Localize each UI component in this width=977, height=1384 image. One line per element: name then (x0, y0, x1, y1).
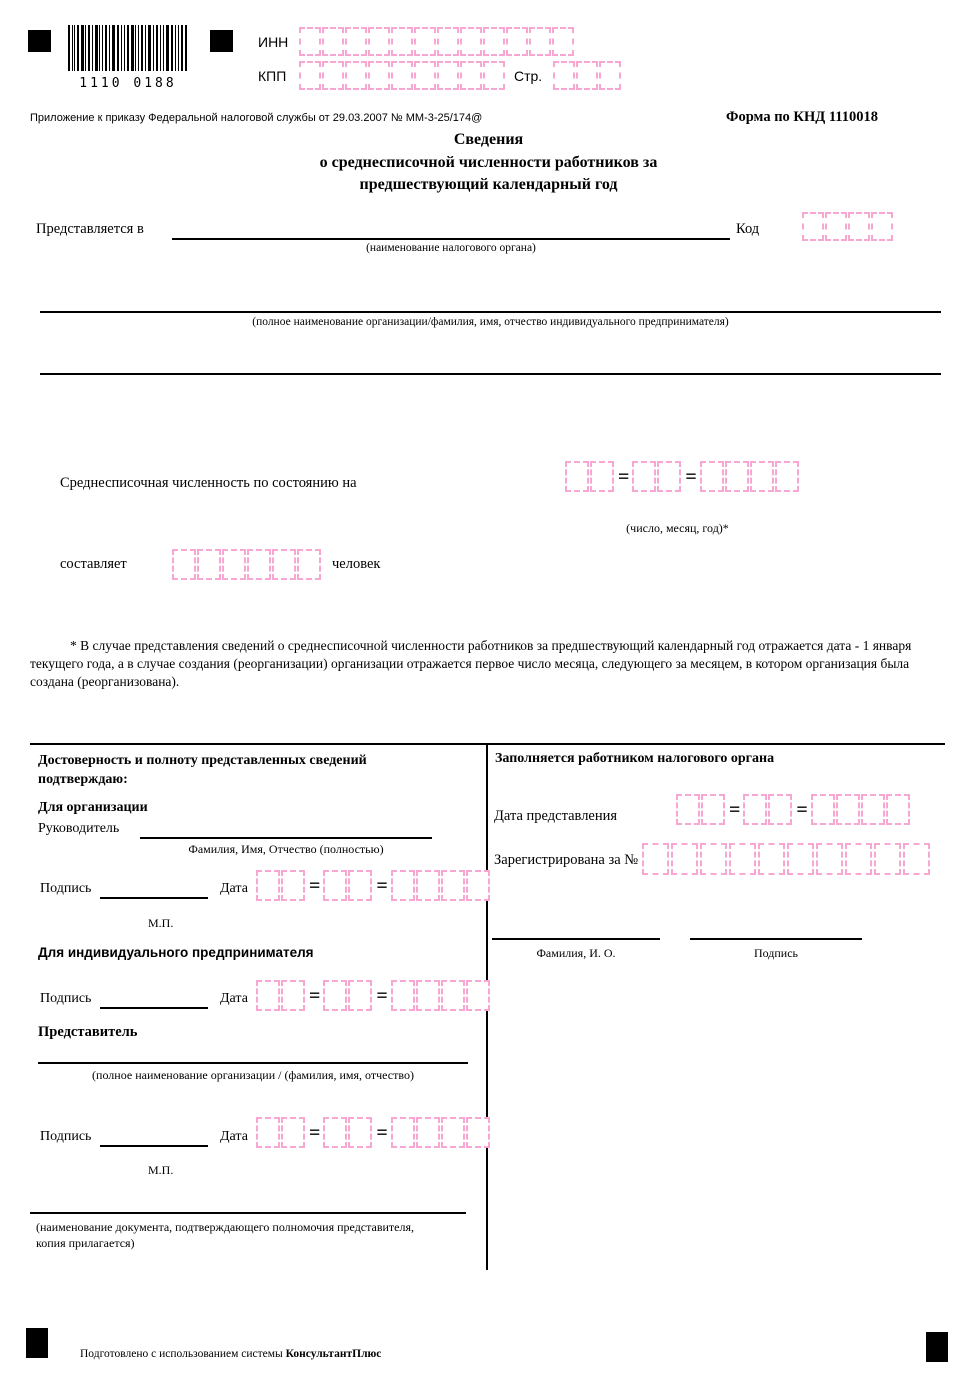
form-cell[interactable] (816, 843, 843, 875)
form-cell[interactable] (802, 212, 824, 241)
rep-date-label: Дата (220, 1129, 248, 1144)
ip-signature-label: Подпись (40, 991, 92, 1006)
headcount-date-cells[interactable] (565, 461, 800, 492)
page-number-label: Стр. (514, 68, 543, 84)
form-code: Форма по КНД 1110018 (726, 109, 878, 125)
org-name-caption: (полное наименование организации/фамилия, имя, отчество индивидуального предпринимателя) (252, 316, 729, 328)
amount-label: составляет (60, 556, 127, 572)
form-cell[interactable] (322, 27, 344, 56)
form-cell[interactable] (848, 212, 870, 241)
credit-prefix: Подготовлено с использованием системы (80, 1348, 286, 1360)
date-separator: = (618, 465, 630, 488)
registration-mark-bottom-left (26, 1328, 48, 1358)
submission-date-cells[interactable] (676, 794, 911, 825)
form-cell[interactable] (466, 1117, 490, 1148)
date-separator: = (796, 798, 808, 821)
form-cell[interactable] (599, 61, 621, 90)
authority-document-caption-line1: (наименование документа, подтверждающего полномочия представителя, (36, 1220, 415, 1234)
form-cell[interactable] (529, 27, 551, 56)
org-stamp-label: М.П. (148, 916, 174, 930)
officer-signature-caption: Подпись (753, 946, 799, 960)
officer-signature-writein-line[interactable] (690, 938, 862, 940)
submitted-to-label: Представляется в (36, 221, 144, 237)
form-title-line1: Сведения (453, 131, 524, 148)
form-cell[interactable] (348, 870, 372, 901)
org-date-day-cells[interactable] (256, 870, 306, 901)
form-cell[interactable] (466, 980, 490, 1011)
form-barcode (68, 25, 188, 91)
form-cell[interactable] (281, 870, 305, 901)
for-entrepreneur-heading: Для индивидуального предпринимателя (38, 945, 314, 960)
form-cell[interactable] (903, 843, 930, 875)
form-cell[interactable] (172, 549, 196, 580)
rep-signature-label: Подпись (40, 1129, 92, 1144)
form-cell[interactable] (725, 461, 749, 492)
form-cell[interactable] (345, 61, 367, 90)
authority-document-caption (36, 1219, 466, 1251)
form-cell[interactable] (552, 27, 574, 56)
officer-name-writein-line[interactable] (492, 938, 660, 940)
org-name-writein-line-1[interactable] (40, 311, 941, 313)
consultant-credit (80, 1348, 381, 1360)
form-cell[interactable] (256, 980, 280, 1011)
ip-date-month-cells[interactable] (323, 980, 373, 1011)
form-cell[interactable] (299, 27, 321, 56)
form-cell[interactable] (871, 212, 893, 241)
inn-label: ИНН (258, 34, 289, 50)
authority-document-caption-line2: копия прилагается) (36, 1236, 135, 1250)
kpp-cells[interactable] (299, 61, 506, 90)
rep-date-day-cells[interactable] (256, 1117, 306, 1148)
form-cell[interactable] (416, 1117, 440, 1148)
form-cell[interactable] (323, 980, 347, 1011)
ip-date-year-cells[interactable] (391, 980, 491, 1011)
form-cell[interactable] (758, 843, 785, 875)
form-cell[interactable] (414, 61, 436, 90)
form-title-line3: предшествующий календарный год (359, 176, 618, 193)
form-cell[interactable] (861, 794, 885, 825)
for-organization-heading: Для организации (38, 800, 148, 815)
form-cell[interactable] (460, 61, 482, 90)
form-cell[interactable] (323, 1117, 347, 1148)
headcount-value-cells[interactable] (172, 549, 322, 580)
form-cell[interactable] (256, 870, 280, 901)
org-date-label: Дата (220, 881, 248, 896)
form-cell[interactable] (297, 549, 321, 580)
tax-authority-writein-line[interactable] (172, 238, 730, 240)
form-cell[interactable] (701, 794, 725, 825)
form-cell[interactable] (874, 843, 901, 875)
date-separator: = (309, 984, 321, 1007)
form-cell[interactable] (391, 1117, 415, 1148)
representative-writein-line[interactable] (38, 1062, 468, 1064)
form-cell[interactable] (272, 549, 296, 580)
persons-label: человек (332, 556, 381, 572)
registered-number-cells[interactable] (642, 843, 932, 875)
representative-heading: Представитель (38, 1024, 138, 1040)
org-date-month-cells[interactable] (323, 870, 373, 901)
form-cell[interactable] (391, 870, 415, 901)
code-label: Код (736, 221, 760, 237)
kpp-label: КПП (258, 68, 287, 84)
ip-date-label: Дата (220, 991, 248, 1006)
form-cell[interactable] (414, 27, 436, 56)
form-cell[interactable] (348, 980, 372, 1011)
form-cell[interactable] (811, 794, 835, 825)
rep-date-cells[interactable] (256, 1117, 491, 1148)
org-name-writein-line-2[interactable] (40, 373, 941, 375)
form-cell[interactable] (483, 27, 505, 56)
form-cell[interactable] (576, 61, 598, 90)
date-separator: = (309, 1121, 321, 1144)
submission-year-cells[interactable] (811, 794, 911, 825)
confirm-heading: Достоверность и полноту представленных сведений подтверждаю: (38, 753, 367, 787)
credit-brand: КонсультантПлюс (285, 1348, 382, 1360)
org-date-cells[interactable] (256, 870, 491, 901)
registration-mark-bottom-right (926, 1332, 948, 1362)
form-cell[interactable] (441, 870, 465, 901)
org-signature-line[interactable] (100, 897, 208, 899)
form-cell[interactable] (368, 61, 390, 90)
date-separator: = (376, 1121, 388, 1144)
org-signature-label: Подпись (40, 881, 92, 896)
footnote-text: * В случае представления сведений о среднесписочной численности работников за предшествующий календарный год отражается дата - 1 января текущего года, а в случае создания (реорганизации) организации отражается первое число месяца, следующего за месяцем, в котором организация была создана (реорганизована). (30, 638, 912, 689)
authority-document-writein-line[interactable] (30, 1212, 466, 1214)
date-separator: = (729, 798, 741, 821)
form-cell[interactable] (743, 794, 767, 825)
form-cell[interactable] (886, 794, 910, 825)
form-cell[interactable] (657, 461, 681, 492)
rep-date-month-cells[interactable] (323, 1117, 373, 1148)
form-cell[interactable] (466, 870, 490, 901)
inn-cells[interactable] (299, 27, 575, 56)
rep-stamp-label: М.П. (148, 1163, 174, 1177)
form-cell[interactable] (787, 843, 814, 875)
form-cell[interactable] (676, 794, 700, 825)
form-cell[interactable] (700, 461, 724, 492)
form-cell[interactable] (845, 843, 872, 875)
form-cell[interactable] (299, 61, 321, 90)
form-title (0, 129, 977, 197)
org-date-year-cells[interactable] (391, 870, 491, 901)
form-cell[interactable] (642, 843, 669, 875)
form-cell[interactable] (391, 27, 413, 56)
form-cell[interactable] (281, 980, 305, 1011)
date-separator: = (376, 874, 388, 897)
form-cell[interactable] (441, 1117, 465, 1148)
form-cell[interactable] (345, 27, 367, 56)
date-separator: = (309, 874, 321, 897)
code-cells[interactable] (802, 212, 894, 241)
form-cell[interactable] (671, 843, 698, 875)
submission-day-cells[interactable] (676, 794, 726, 825)
ip-date-cells[interactable] (256, 980, 491, 1011)
form-cell[interactable] (348, 1117, 372, 1148)
date-format-caption: (число, месяц, год)* (626, 521, 729, 535)
officer-name-caption: Фамилия, И. О. (536, 946, 616, 960)
head-fio-caption: Фамилия, Имя, Отчество (полностью) (188, 842, 384, 856)
form-cell[interactable] (775, 461, 799, 492)
form-cell[interactable] (565, 461, 589, 492)
form-cell[interactable] (416, 980, 440, 1011)
form-cell[interactable] (729, 843, 756, 875)
form-cell[interactable] (506, 27, 528, 56)
registration-mark-top-left (28, 30, 51, 52)
appendix-note: Приложение к приказу Федеральной налоговой службы от 29.03.2007 № ММ-3-25/174@ (30, 112, 483, 124)
registered-number-label: Зарегистрирована за № (494, 852, 639, 868)
tax-officer-heading: Заполняется работником налогового органа (495, 751, 775, 766)
barcode-bars-image (68, 25, 188, 71)
headcount-day-cells[interactable] (565, 461, 615, 492)
form-cell[interactable] (700, 843, 727, 875)
representative-caption: (полное наименование организации / (фамилия, имя, отчество) (92, 1068, 414, 1082)
headcount-label: Среднесписочная численность по состоянию на (60, 475, 357, 491)
form-cell[interactable] (416, 870, 440, 901)
form-cell[interactable] (632, 461, 656, 492)
form-cell[interactable] (391, 61, 413, 90)
form-title-line2: о среднесписочной численности работников за (319, 153, 658, 171)
head-fio-writein-line[interactable] (140, 837, 432, 839)
form-cell[interactable] (825, 212, 847, 241)
page-number-cells[interactable] (553, 61, 622, 90)
form-cell[interactable] (247, 549, 271, 580)
submission-month-cells[interactable] (743, 794, 793, 825)
ip-signature-line[interactable] (100, 1007, 208, 1009)
registration-mark-top-right (210, 30, 233, 52)
form-cell[interactable] (391, 980, 415, 1011)
form-cell[interactable] (281, 1117, 305, 1148)
form-cell[interactable] (590, 461, 614, 492)
form-cell[interactable] (553, 61, 575, 90)
form-cell[interactable] (437, 27, 459, 56)
date-separator: = (376, 984, 388, 1007)
barcode-number: 1110 0188 (79, 76, 177, 91)
date-separator: = (685, 465, 697, 488)
form-cell[interactable] (222, 549, 246, 580)
rep-signature-line[interactable] (100, 1145, 208, 1147)
ip-date-day-cells[interactable] (256, 980, 306, 1011)
head-of-org-label: Руководитель (38, 821, 120, 836)
form-cell[interactable] (256, 1117, 280, 1148)
submission-date-label: Дата представления (494, 808, 618, 824)
form-cell[interactable] (368, 27, 390, 56)
form-cell[interactable] (197, 549, 221, 580)
form-cell[interactable] (441, 980, 465, 1011)
rep-date-year-cells[interactable] (391, 1117, 491, 1148)
headcount-month-cells[interactable] (632, 461, 682, 492)
form-cell[interactable] (322, 61, 344, 90)
form-cell[interactable] (750, 461, 774, 492)
form-cell[interactable] (768, 794, 792, 825)
form-cell[interactable] (460, 27, 482, 56)
headcount-year-cells[interactable] (700, 461, 800, 492)
form-cell[interactable] (836, 794, 860, 825)
form-cell[interactable] (323, 870, 347, 901)
form-cell[interactable] (437, 61, 459, 90)
form-cell[interactable] (483, 61, 505, 90)
tax-authority-caption: (наименование налогового органа) (366, 242, 536, 254)
